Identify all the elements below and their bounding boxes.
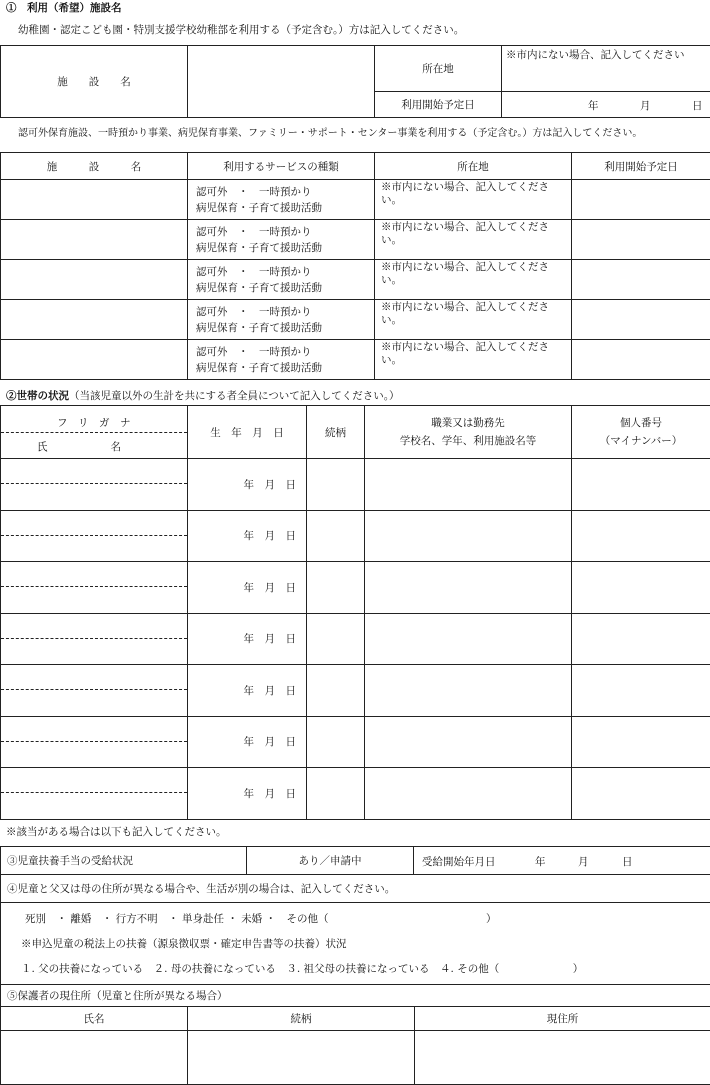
guardian-relation-field[interactable] — [188, 1031, 415, 1085]
section1-intro: 幼稚園・認定こども園・特別支援学校幼稚部を利用する（予定含む。）方は記入してください。 — [18, 22, 464, 37]
member-relation-field[interactable] — [307, 510, 365, 562]
member-relation-field[interactable] — [307, 716, 365, 768]
date-month: 月 — [640, 98, 651, 113]
parent-details[interactable] — [1, 903, 710, 985]
service-row — [1, 180, 710, 220]
col-job — [365, 406, 572, 459]
date-day: 日 — [692, 98, 703, 113]
member-mynumber-field[interactable] — [572, 510, 710, 562]
guardian-address-field[interactable] — [415, 1031, 710, 1085]
member-birth-date: 年 月 日 — [244, 633, 297, 645]
tax-options[interactable]: １. 父の扶養になっている ２. 母の扶養になっている ３. 祖父母の扶養になっている ４. その他（ ） — [21, 961, 583, 976]
service-option-line2: 病児保育・子育て援助活動 — [196, 320, 374, 336]
start-date-field[interactable] — [502, 92, 710, 118]
section2-heading-line — [6, 388, 400, 403]
service-facility-field[interactable] — [1, 300, 188, 340]
service-type-options[interactable] — [188, 340, 375, 380]
guardian-col-address: 現住所 — [415, 1007, 710, 1031]
member-birth-date: 年 月 日 — [244, 479, 297, 491]
conditional-note: ※該当がある場合は以下も記入してください。 — [6, 824, 227, 839]
guardian-col-relation: 続柄 — [188, 1007, 415, 1031]
start-date-label: 利用開始予定日 — [375, 92, 502, 118]
service-option-line2: 病児保育・子育て援助活動 — [196, 360, 374, 376]
furigana-label: フ リ ガ ナ — [57, 415, 131, 430]
member-job-field[interactable] — [365, 768, 572, 820]
household-row — [1, 716, 710, 768]
service-option-line1: 認可外 ・ 一時預かり — [196, 224, 374, 240]
service-option-line1: 認可外 ・ 一時預かり — [196, 184, 374, 200]
service-facility-field[interactable] — [1, 180, 188, 220]
member-birth-field[interactable] — [188, 510, 307, 562]
member-birth-date: 年 月 日 — [244, 788, 297, 800]
member-name-field[interactable] — [1, 562, 188, 614]
service-row — [1, 260, 710, 300]
service-location-note: ※市内にない場合、記入してください。 — [381, 261, 549, 286]
col-start: 利用開始予定日 — [572, 153, 710, 180]
household-row — [1, 459, 710, 511]
location-label: 所在地 — [375, 46, 502, 92]
service-location-note: ※市内にない場合、記入してください。 — [381, 301, 549, 326]
member-relation-field[interactable] — [307, 613, 365, 665]
member-job-field[interactable] — [365, 562, 572, 614]
service-option-line2: 病児保育・子育て援助活動 — [196, 280, 374, 296]
member-mynumber-field[interactable] — [572, 716, 710, 768]
member-name-field[interactable] — [1, 459, 188, 511]
member-relation-field[interactable] — [307, 768, 365, 820]
service-facility-field[interactable] — [1, 260, 188, 300]
service-start-field[interactable] — [572, 260, 710, 300]
extra-info-table — [0, 846, 710, 1007]
section1b-intro: 認可外保育施設、一時預かり事業、病児保育事業、ファミリー・サポート・センター事業を利用する（予定含む。）方は記入してください。 — [18, 124, 642, 139]
member-mynumber-field[interactable] — [572, 613, 710, 665]
col-relation: 続柄 — [307, 406, 365, 459]
member-relation-field[interactable] — [307, 459, 365, 511]
allowance-year: 年 — [535, 854, 546, 869]
member-name-field[interactable] — [1, 510, 188, 562]
allowance-day: 日 — [622, 854, 633, 869]
reason-options[interactable]: 死別 ・ 離婚 ・ 行方不明 ・ 単身赴任 ・ 未婚 ・ その他（ ） — [25, 911, 497, 926]
service-type-options[interactable] — [188, 220, 375, 260]
service-location-field[interactable] — [375, 260, 572, 300]
service-row — [1, 300, 710, 340]
col-name — [1, 406, 188, 459]
col-mynumber — [572, 406, 710, 459]
service-option-line2: 病児保育・子育て援助活動 — [196, 200, 374, 216]
member-birth-date: 年 月 日 — [244, 582, 297, 594]
service-location-note: ※市内にない場合、記入してください。 — [381, 181, 549, 206]
household-row — [1, 665, 710, 717]
section1-heading: ① 利用（希望）施設名 — [6, 0, 122, 15]
childcare-service-table — [0, 152, 710, 380]
mynumber-label: 個人番号 — [572, 414, 710, 432]
allowance-month: 月 — [578, 854, 589, 869]
member-birth-field[interactable] — [188, 716, 307, 768]
service-option-line1: 認可外 ・ 一時預かり — [196, 344, 374, 360]
facility-name-label: 施 設 名 — [1, 46, 188, 118]
member-mynumber-field[interactable] — [572, 665, 710, 717]
member-name-field[interactable] — [1, 613, 188, 665]
member-name-field[interactable] — [1, 768, 188, 820]
col-facility: 施 設 名 — [1, 153, 188, 180]
service-option-line2: 病児保育・子育て援助活動 — [196, 240, 374, 256]
service-location-note: ※市内にない場合、記入してください。 — [381, 341, 549, 366]
member-job-field[interactable] — [365, 716, 572, 768]
member-birth-field[interactable] — [188, 768, 307, 820]
member-birth-field[interactable] — [188, 665, 307, 717]
parent-heading: ④児童と父又は母の住所が異なる場合や、生活が別の場合は、記入してください。 — [1, 875, 710, 903]
service-start-field[interactable] — [572, 220, 710, 260]
member-name-field[interactable] — [1, 716, 188, 768]
allowance-label: ③児童扶養手当の受給状況 — [1, 847, 247, 875]
household-row — [1, 510, 710, 562]
allowance-start[interactable] — [414, 847, 710, 875]
member-job-field[interactable] — [365, 613, 572, 665]
member-birth-field[interactable] — [188, 459, 307, 511]
service-start-field[interactable] — [572, 340, 710, 380]
household-row — [1, 613, 710, 665]
member-job-field[interactable] — [365, 510, 572, 562]
service-type-options[interactable] — [188, 180, 375, 220]
name-label: 氏 名 — [37, 439, 121, 454]
mynumber-sub-label: （マイナンバー） — [572, 432, 710, 450]
member-job-field[interactable] — [365, 665, 572, 717]
service-location-field[interactable] — [375, 220, 572, 260]
guardian-col-name: 氏名 — [1, 1007, 188, 1031]
tax-note: ※申込児童の税法上の扶養（源泉徴収票・確定申告書等の扶養）状況 — [21, 936, 347, 951]
guardian-name-field[interactable] — [1, 1031, 188, 1085]
col-birth: 生 年 月 日 — [188, 406, 307, 459]
kindergarten-table — [0, 45, 710, 118]
date-year: 年 — [588, 98, 599, 113]
service-option-line1: 認可外 ・ 一時預かり — [196, 304, 374, 320]
member-relation-field[interactable] — [307, 562, 365, 614]
service-type-options[interactable] — [188, 300, 375, 340]
member-job-field[interactable] — [365, 459, 572, 511]
household-table — [0, 405, 710, 820]
member-birth-field[interactable] — [188, 562, 307, 614]
facility-name-field[interactable] — [188, 46, 375, 118]
service-location-field[interactable] — [375, 300, 572, 340]
member-birth-date: 年 月 日 — [244, 685, 297, 697]
member-mynumber-field[interactable] — [572, 562, 710, 614]
service-option-line1: 認可外 ・ 一時預かり — [196, 264, 374, 280]
member-birth-date: 年 月 日 — [244, 530, 297, 542]
guardian-heading: ⑤保護者の現住所（児童と住所が異なる場合） — [1, 985, 710, 1007]
location-note: ※市内にない場合、記入してください — [506, 49, 685, 61]
section2-heading: ②世帯の状況 — [6, 390, 69, 402]
member-mynumber-field[interactable] — [572, 768, 710, 820]
service-type-options[interactable] — [188, 260, 375, 300]
service-facility-field[interactable] — [1, 220, 188, 260]
guardian-table — [0, 1006, 710, 1085]
service-start-field[interactable] — [572, 300, 710, 340]
member-birth-date: 年 月 日 — [244, 736, 297, 748]
service-row — [1, 340, 710, 380]
member-name-field[interactable] — [1, 665, 188, 717]
service-location-field[interactable] — [375, 340, 572, 380]
allowance-status[interactable]: あり／申請中 — [247, 847, 414, 875]
service-row — [1, 220, 710, 260]
allowance-start-label: 受給開始年月日 — [422, 854, 496, 869]
location-field[interactable] — [502, 46, 710, 92]
section2-heading-note: （当該児童以外の生計を共にする者全員について記入してください。） — [69, 390, 400, 402]
household-row — [1, 562, 710, 614]
member-birth-field[interactable] — [188, 613, 307, 665]
household-row — [1, 768, 710, 820]
job-sub-label: 学校名、学年、利用施設名等 — [365, 432, 571, 450]
col-location: 所在地 — [375, 153, 572, 180]
member-relation-field[interactable] — [307, 665, 365, 717]
member-mynumber-field[interactable] — [572, 459, 710, 511]
service-location-note: ※市内にない場合、記入してください。 — [381, 221, 549, 246]
col-service: 利用するサービスの種類 — [188, 153, 375, 180]
service-location-field[interactable] — [375, 180, 572, 220]
service-facility-field[interactable] — [1, 340, 188, 380]
job-label: 職業又は勤務先 — [365, 414, 571, 432]
service-start-field[interactable] — [572, 180, 710, 220]
